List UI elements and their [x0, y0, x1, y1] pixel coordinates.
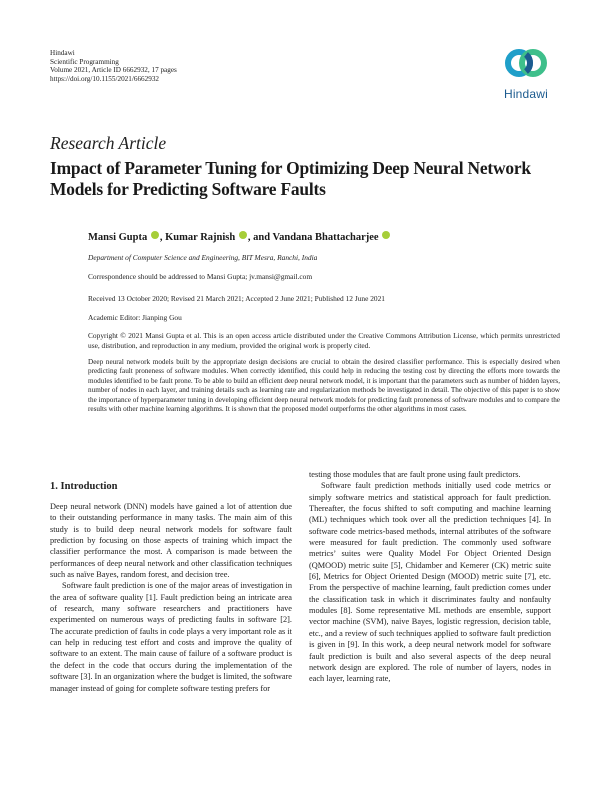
body-column-right — [309, 469, 551, 685]
orcid-icon[interactable] — [239, 231, 247, 239]
academic-editor: Academic Editor: Jianping Gou — [88, 313, 182, 322]
publication-dates: Received 13 October 2020; Revised 21 March 2021; Accepted 2 June 2021; Published 12 June 2021 — [88, 294, 386, 303]
paper-title: Impact of Parameter Tuning for Optimizing Deep Neural Network Models for Predicting Software Faults — [50, 158, 531, 199]
author-name[interactable]: Kumar Rajnish — [165, 232, 236, 243]
hindawi-logo-icon — [503, 40, 549, 86]
author-name[interactable]: Mansi Gupta — [88, 232, 148, 243]
author-separator: , and — [247, 232, 273, 243]
correspondence: Correspondence should be addressed to Mansi Gupta; jv.mansi@gmail.com — [88, 272, 313, 281]
copyright-notice: Copyright © 2021 Mansi Gupta et al. This is an open access article distributed under the Creative Commons Attribution License, which permits unrestricted use, distribution, and reproduction in any medium, provided the original work is properly cited. — [88, 331, 560, 350]
journal-header — [50, 49, 177, 83]
author-separator: , — [159, 232, 166, 243]
affiliation: Department of Computer Science and Engineering, BIT Mesra, Ranchi, India — [88, 253, 318, 262]
author-list — [88, 231, 391, 243]
publisher-name: Hindawi — [50, 49, 75, 57]
orcid-icon[interactable] — [382, 231, 390, 239]
journal-name: Scientific Programming — [50, 57, 119, 66]
doi-link[interactable]: https://doi.org/10.1155/2021/6662932 — [50, 74, 160, 83]
volume-info: Volume 2021, Article ID 6662932, 17 pages — [50, 66, 177, 75]
hindawi-logo — [494, 40, 558, 106]
orcid-icon[interactable] — [151, 231, 159, 239]
author-name[interactable]: Vandana Bhattacharjee — [272, 232, 379, 243]
section-heading: 1. Introduction — [50, 481, 118, 492]
body-column-left — [50, 480, 292, 694]
logo-wordmark: Hindawi — [503, 87, 549, 101]
body-paragraph: Software fault prediction is one of the major areas of investigation in the area of software quality [1]. Fault prediction being an intricate area of research, many software researchers and practitioners have experimented on numerous ways of predicting faults in software [2]. The accurate prediction of faults in code plays a very important role as it can help in reducing test effort and costs and improve the quality of software to an extent. The main cause of failure of a software product is the defect in the code that occurs during the implementation of the software [3]. In an organization where the budget is limited, the software manager instead of going for complete software testing prefers for — [50, 581, 292, 693]
body-paragraph: Deep neural network (DNN) models have gained a lot of attention due to their outstanding performance in many tasks. The main aim of this study is to build deep neural network models for software fault prediction by focusing on those aspects of training which impact the classifier performance the most. A comparison is made between the performances of deep neural network and other classification techniques such as naïve Bayes, random forest, and decision tree. — [50, 502, 292, 580]
abstract: Deep neural network models built by the appropriate design decisions are crucial to obtain the desired classifier performance. This is especially desired when predicting fault proneness of software modules. When correctly identified, this could help in reducing the testing cost by directing the efforts more towards the modules identified to be fault prone. To be able to build an efficient deep neural network model, it is important that the parameters such as number of hidden layers, number of nodes in each layer, and training details such as learning rate and regularization methods be investigated in detail. The objective of this paper is to show the importance of hyperparameter tuning in developing efficient deep neural network models for predicting fault proneness of software modules and to compare the results with other machine learning algorithms. It is shown that the proposed model outperforms the other algorithms in most cases. — [88, 358, 560, 414]
body-paragraph: Software fault prediction methods initially used code metrics or simply software metrics and statistical approach for fault prediction. Thereafter, the focus shifted to soft computing and machine learning (ML) techniques which took over all the prediction techniques [4]. In software code metrics-based methods, internal attributes of the software were measured for fault prediction. The commonly used software metrics’ suites were Quality Model For Object Oriented Design (QMOOD) metric suite [5], Chidamber and Kemerer (CK) metric suite [6], Metrics for Object Oriented Design (MOOD) metric suite [7], etc. From the perspective of machine learning, fault prediction comes under the classification task in which it discriminates faulty and nonfaulty modules [8]. Some representative ML methods are ensemble, support vector machine (SVM), naive Bayes, logistic regression, decision table, etc., and a review of such techniques applied to software fault prediction is given in [9]. In this work, a deep neural network model for software fault prediction is built and also several aspects of the deep neural network design are explored. The role of number of layers, nodes in each layer, learning rate, — [309, 481, 551, 684]
article-type: Research Article — [50, 133, 167, 153]
body-paragraph: testing those modules that are fault prone using fault predictors. — [309, 470, 521, 479]
